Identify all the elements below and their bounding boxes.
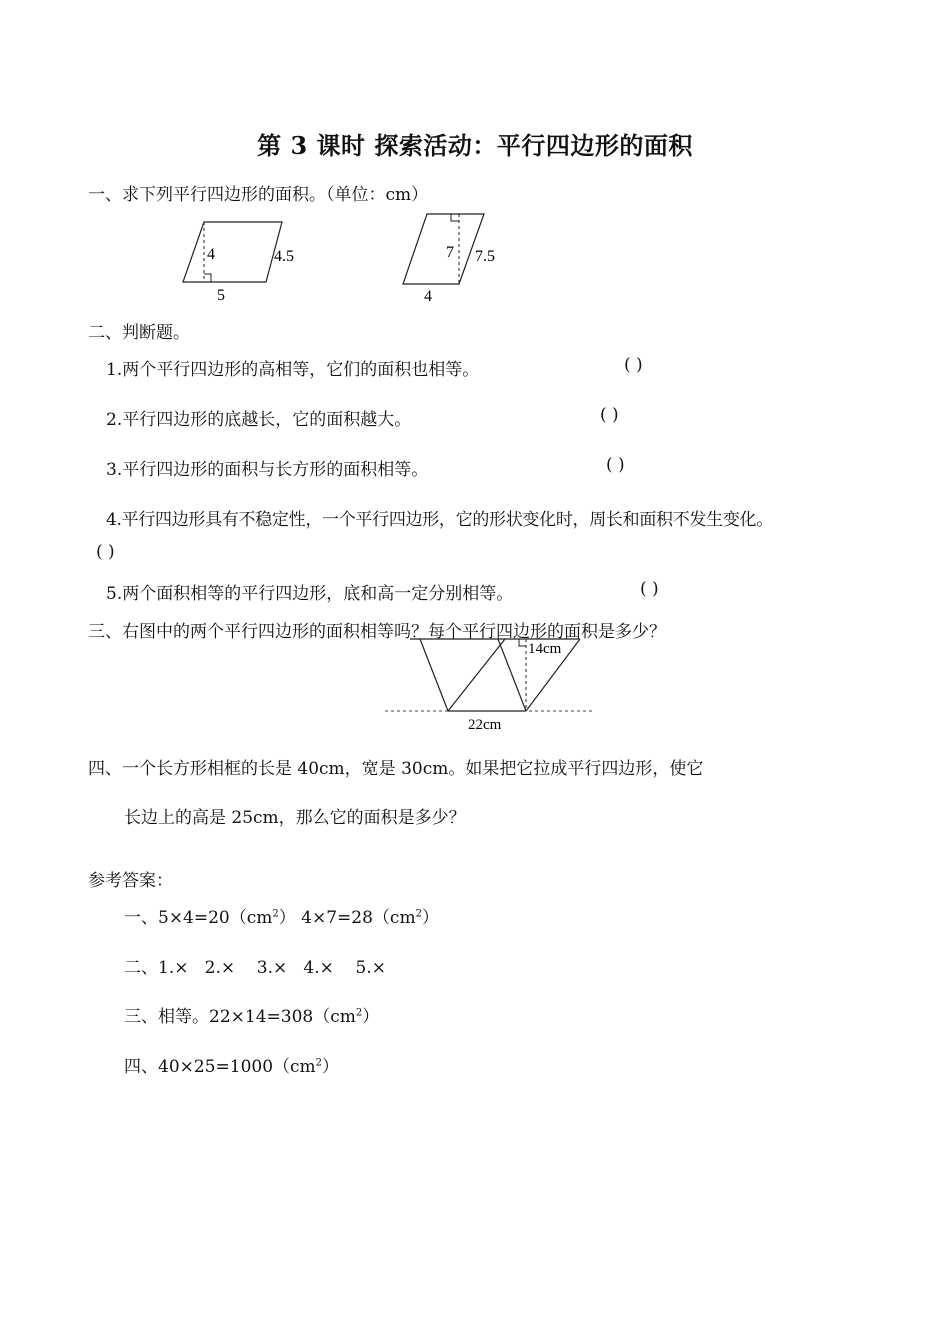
left-side: [420, 639, 448, 711]
judge-item-5: 5.两个面积相等的平行四边形，底和高一定分别相等。: [106, 584, 514, 604]
section3-figure: [380, 636, 600, 736]
figure3-height-label: 14cm: [528, 641, 562, 657]
answer-1-part2: ） 4×7=28（cm: [278, 908, 416, 928]
answer-1-part1: 一、5×4=20（cm: [124, 908, 273, 928]
answer-paren-5[interactable]: ( ): [640, 579, 659, 599]
answer-1-end: ）: [421, 908, 439, 928]
parallelogram-1-outline: [183, 222, 282, 282]
figure2-side-label: 7.5: [475, 248, 495, 265]
right-angle-mark-3: [519, 639, 526, 646]
answer-3-part1: 三、相等。22×14=308（cm: [124, 1007, 356, 1027]
answer-3: [124, 1002, 379, 1027]
section4-line2: 长边上的高是 25cm，那么它的面积是多少？: [124, 808, 466, 828]
answers-heading: 参考答案：: [88, 871, 173, 891]
answer-2: 二、1.× 2.× 3.× 4.× 5.×: [124, 958, 386, 978]
diagonal-side: [448, 639, 505, 711]
superscript: 2: [315, 1057, 323, 1069]
answer-3-end: ）: [362, 1007, 380, 1027]
superscript: 2: [415, 908, 422, 920]
judge-item-4: 4.平行四边形具有不稳定性，一个平行四边形，它的形状变化时，周长和面积不发生变化。: [106, 510, 773, 530]
judge-item-3: 3.平行四边形的面积与长方形的面积相等。: [106, 460, 429, 480]
figure2-base-label: 4: [424, 288, 432, 305]
answer-4: [124, 1052, 339, 1077]
figure1-side-label: 4.5: [274, 248, 294, 265]
section3-heading: 三、右图中的两个平行四边形的面积相等吗？每个平行四边形的面积是多少？: [88, 622, 666, 642]
answer-4-part1: 四、40×25=1000（cm: [124, 1057, 316, 1077]
answer-paren-1[interactable]: ( ): [624, 355, 643, 375]
answer-paren-3[interactable]: ( ): [606, 455, 625, 475]
right-angle-mark-1: [204, 274, 211, 282]
figure1-base-label: 5: [217, 287, 225, 304]
section1-heading: 一、求下列平行四边形的面积。（单位：cm）: [88, 185, 429, 205]
figure2-height-label: 7: [446, 244, 454, 261]
judge-item-1: 1.两个平行四边形的高相等，它们的面积也相等。: [106, 360, 480, 380]
figure3-base-label: 22cm: [468, 717, 502, 733]
page-title: 第 3 课时 探索活动：平行四边形的面积: [257, 131, 693, 160]
superscript: 2: [355, 1007, 363, 1019]
parallelogram-figure-2: [403, 214, 495, 305]
figure1-height-label: 4: [207, 246, 215, 263]
parallelogram-figure-1: [183, 222, 294, 304]
superscript: 2: [272, 908, 279, 920]
section1-figures: [170, 208, 530, 308]
section2-heading: 二、判断题。: [88, 323, 190, 343]
middle-side: [498, 639, 526, 711]
section4-line1: 四、一个长方形相框的长是 40cm，宽是 30cm。如果把它拉成平行四边形，使它: [88, 759, 704, 779]
answer-paren-4[interactable]: ( ): [96, 542, 115, 562]
answer-paren-2[interactable]: ( ): [600, 405, 619, 425]
judge-item-2: 2.平行四边形的底越长，它的面积越大。: [106, 410, 412, 430]
parallelogram-2-outline: [403, 214, 484, 284]
answer-1: [124, 903, 439, 928]
answer-4-end: ）: [322, 1057, 340, 1077]
right-angle-mark-2: [451, 214, 459, 221]
